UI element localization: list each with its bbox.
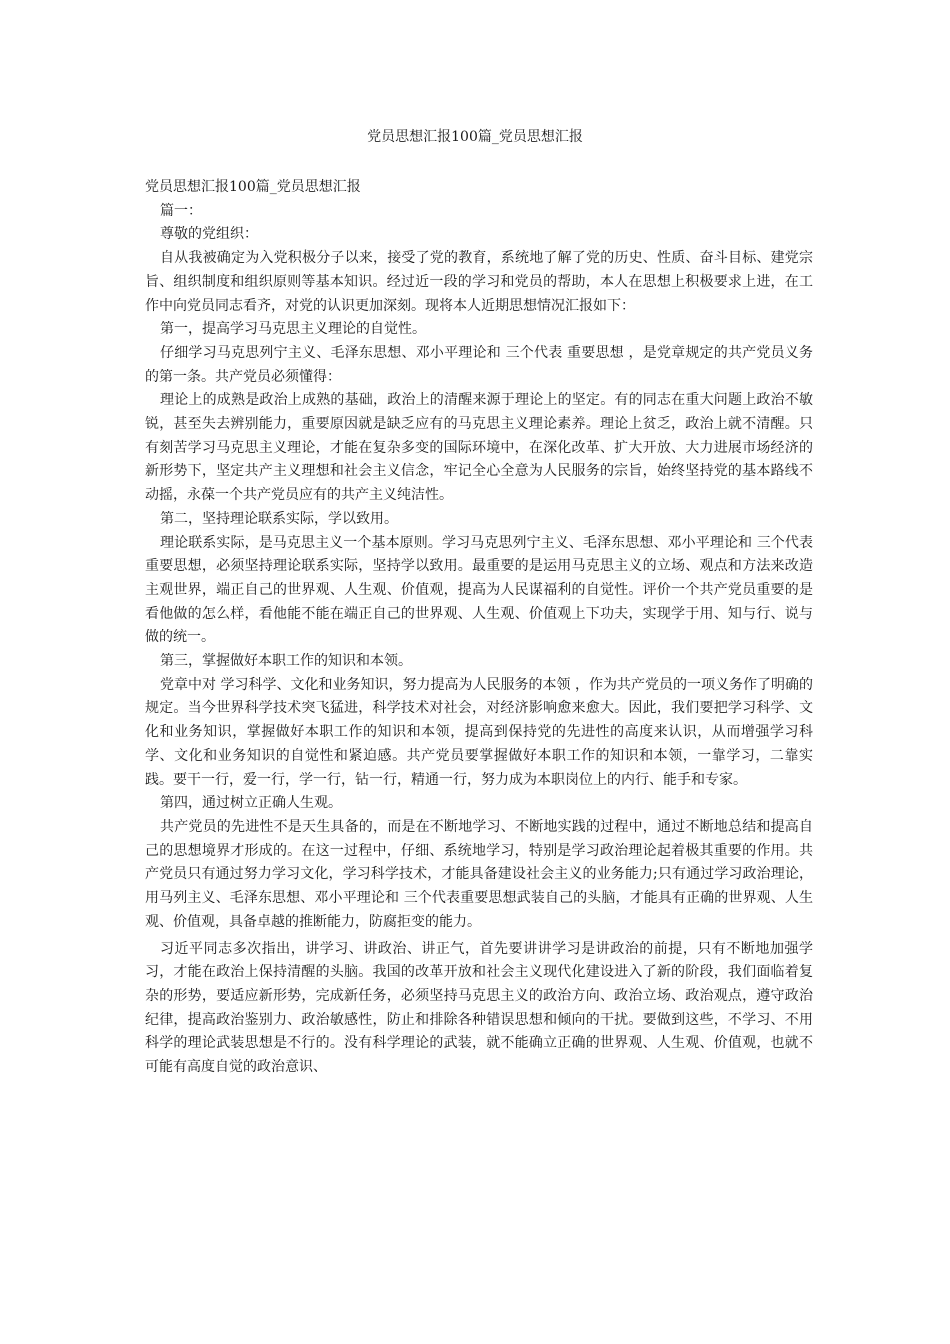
section-heading: 第四，通过树立正确人生观。 <box>160 795 342 812</box>
section-heading: 第二，坚持理论联系实际，学以致用。 <box>160 510 398 527</box>
paragraph: 仔细学习马克思列宁主义、毛泽东思想、邓小平理论和 三个代表 重要思想 ，是党章规定的共产党员义务的第一条。共产党员必须懂得： <box>145 344 813 385</box>
paragraph: 共产党员的先进性不是天生具备的，而是在不断地学习、不断地实践的过程中，通过不断地总结和提高自己的思想境界才形成的。在这一过程中，仔细、系统地学习，特别是学习政治理论起着极其重要的作用。共产党员只有通过努力学习文化，学习科学技术，才能具备建设社会主义的业务能力;只有通过学习政治理论，用马列主义、毛泽东思想、邓小平理论和 三个代表重要思想武装自己的头脑，才能具有正确的世界观、人生观、价值观，具备卓越的推断能力，防腐拒变的能力。 <box>145 818 813 930</box>
document-body <box>145 176 813 1080</box>
paragraph: 党章中对 学习科学、文化和业务知识，努力提高为人民服务的本领 ，作为共产党员的一项义务作了明确的规定。当今世界科学技术突飞猛进，科学技术对社会，对经济影响愈来愈大。因此，我们要把学习科学、文化和业务知识，掌握做好本职工作的知识和本领，提高到保持党的先进性的高度来认识，从而增强学习科学、文化和业务知识的自觉性和紧迫感。共产党员要掌握做好本职工作的知识和本领，一靠学习，二靠实践。要干一行，爱一行，学一行，钻一行，精通一行，努力成为本职岗位上的内行、能手和专家。 <box>145 676 813 788</box>
section-heading: 第三，掌握做好本职工作的知识和本领。 <box>160 653 412 670</box>
salutation: 尊敬的党组织： <box>160 226 258 243</box>
document-title: 党员思想汇报100篇_党员思想汇报 <box>367 129 583 145</box>
section-label: 篇一： <box>160 202 202 219</box>
section-heading: 第一，提高学习马克思主义理论的自觉性。 <box>160 321 426 338</box>
paragraph: 理论上的成熟是政治上成熟的基础，政治上的清醒来源于理论上的坚定。有的同志在重大问题上政治不敏锐，甚至失去辨别能力，重要原因就是缺乏应有的马克思主义理论素养。理论上贫乏，政治上就不清醒。只有刻苦学习马克思主义理论，才能在复杂多变的国际环境中，在深化改革、扩大开放、大力进展市场经济的新形势下，坚定共产主义理想和社会主义信念，牢记全心全意为人民服务的宗旨，始终坚持党的基本路线不动摇，永葆一个共产党员应有的共产主义纯洁性。 <box>145 392 813 504</box>
paragraph: 自从我被确定为入党积极分子以来，接受了党的教育，系统地了解了党的历史、性质、奋斗目标、建党宗旨、组织制度和组织原则等基本知识。经过近一段的学习和党员的帮助，本人在思想上积极要求上进，在工作中向党员同志看齐，对党的认识更加深刻。现将本人近期思想情况汇报如下： <box>145 250 813 314</box>
paragraph: 理论联系实际，是马克思主义一个基本原则。学习马克思列宁主义、毛泽东思想、邓小平理论和 三个代表 重要思想，必须坚持理论联系实际，坚持学以致用。最重要的是运用马克思主义的立场、观点和方法来改造主观世界，端正自己的世界观、人生观、价值观，提高为人民谋福利的自觉性。评价一个共产党员重要的是看他做的怎么样，看他能不能在端正自己的世界观、人生观、价值观上下功夫，实现学于用、知与行、说与做的统一。 <box>145 534 813 646</box>
body-heading: 党员思想汇报100篇_党员思想汇报 <box>145 179 361 195</box>
paragraph: 习近平同志多次指出，讲学习、讲政治、讲正气，首先要讲讲学习是讲政治的前提，只有不断地加强学习，才能在政治上保持清醒的头脑。我国的改革开放和社会主义现代化建设进入了新的阶段，我们面临着复杂的形势，要适应新形势，完成新任务，必须坚持马克思主义的政治方向、政治立场、政治观点，遵守政治纪律，提高政治鉴别力、政治敏感性，防止和排除各种错误思想和倾向的干扰。要做到这些，不学习、不用科学的理论武装思想是不行的。没有科学理论的武装，就不能确立正确的世界观、人生观、价值观，也就不可能有高度自觉的政治意识、 <box>145 940 813 1076</box>
